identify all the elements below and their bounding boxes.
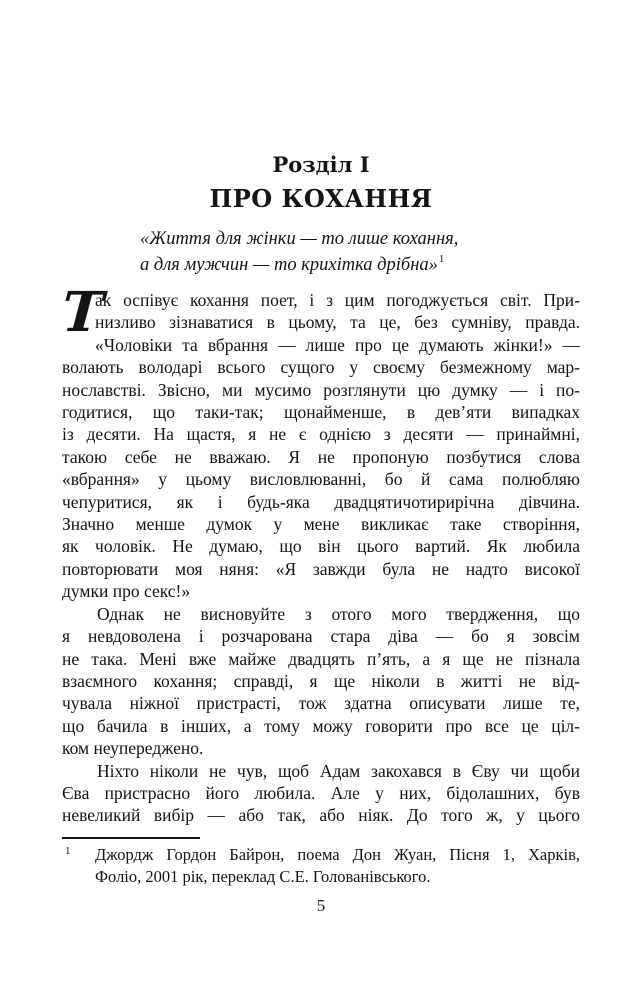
text-line: що бачила в інших, а тому можу говорити про все це ціл- [62, 715, 580, 736]
text-line: невеликий вибір — або так, або ніяк. До того ж, у цього [62, 805, 580, 826]
text-line: чепуритися, як і будь-яка двадцятичотирирічна дівчина. [62, 491, 580, 512]
text-line: низливо зізнаватися в цьому, та це, без сумніву, правда. [95, 312, 580, 333]
text-line: ак оспівує кохання поет, і з цим погоджується світ. При- [95, 290, 580, 310]
footnote-line: Фоліо, 2001 рік, переклад С.Е. Голованівського. [95, 866, 431, 886]
paragraph [59, 279, 580, 603]
text-line: Єва пристрасно його любила. Але у них, бідолашних, був [62, 782, 580, 803]
text-line: «вбрання» у цьому висловлюванні, бо й сама полюбляю [62, 469, 580, 490]
footnote-line: Джордж Гордон Байрон, поема Дон Жуан, Пісня 1, Харків, [95, 844, 580, 864]
text-line: «Чоловіки та вбрання — лише про це думають жінки!» — [95, 334, 580, 355]
footnote-marker: 1 [65, 844, 71, 857]
footnote-rule [62, 837, 200, 839]
text-line: із десяти. На щастя, я не є однією з десяти — принаймні, [62, 424, 580, 445]
footnote [62, 844, 580, 888]
epigraph [140, 227, 580, 278]
text-line: годитися, що таки-так; щонайменше, в дев’яти випадках [62, 402, 580, 423]
footnote-text [95, 844, 580, 888]
chapter-label: Розділ I [272, 152, 370, 177]
paragraph [62, 760, 580, 827]
text-line: Однак не висновуйте з отого мого твердження, що [97, 603, 580, 624]
drop-cap: Т [59, 279, 106, 344]
text-line: Значно менше думок у мене викликає таке створіння, [62, 514, 580, 535]
text-line: такою себе не вважаю. Я не пропоную позбутися слова [62, 446, 580, 467]
text-line: як чоловік. Не думаю, що він цього вартий. Як любила [62, 536, 580, 557]
footnote-ref: 1 [438, 253, 445, 266]
text-line: повторювати моя няня: «Я завжди була не надто високої [62, 558, 580, 579]
text-line: нославстві. Звісно, ми мусимо розглянути цю думку — і по- [62, 379, 580, 400]
text-line: не така. Мені вже майже двадцять п’ять, а я ще не пізнала [62, 648, 580, 669]
chapter-title: ПРО КОХАННЯ [209, 184, 433, 213]
text-line: чувала ніжної пристрасті, тож здатна описувати лише те, [62, 693, 580, 714]
text-line: думки про секс!» [62, 581, 191, 602]
text-line: я невдоволена і розчарована стара діва — бо я зовсім [62, 626, 580, 647]
text-line: волають володарі всього сущого у своєму безмежному мар- [62, 357, 580, 378]
text-line: ком неупереджено. [62, 738, 204, 759]
text-line: взаємного кохання; справді, я ще ніколи в житті не від- [62, 670, 580, 691]
page-number: 5 [316, 896, 326, 916]
paragraph [62, 603, 580, 760]
text-line: Ніхто ніколи не чув, щоб Адам закохався в Єву чи щоби [97, 760, 580, 781]
body-text [59, 279, 580, 827]
epigraph-line: а для мужчин — то крихітка дрібна»$^1$ [140, 253, 445, 275]
epigraph-line: «Життя для жінки — то лише кохання, [140, 229, 459, 249]
